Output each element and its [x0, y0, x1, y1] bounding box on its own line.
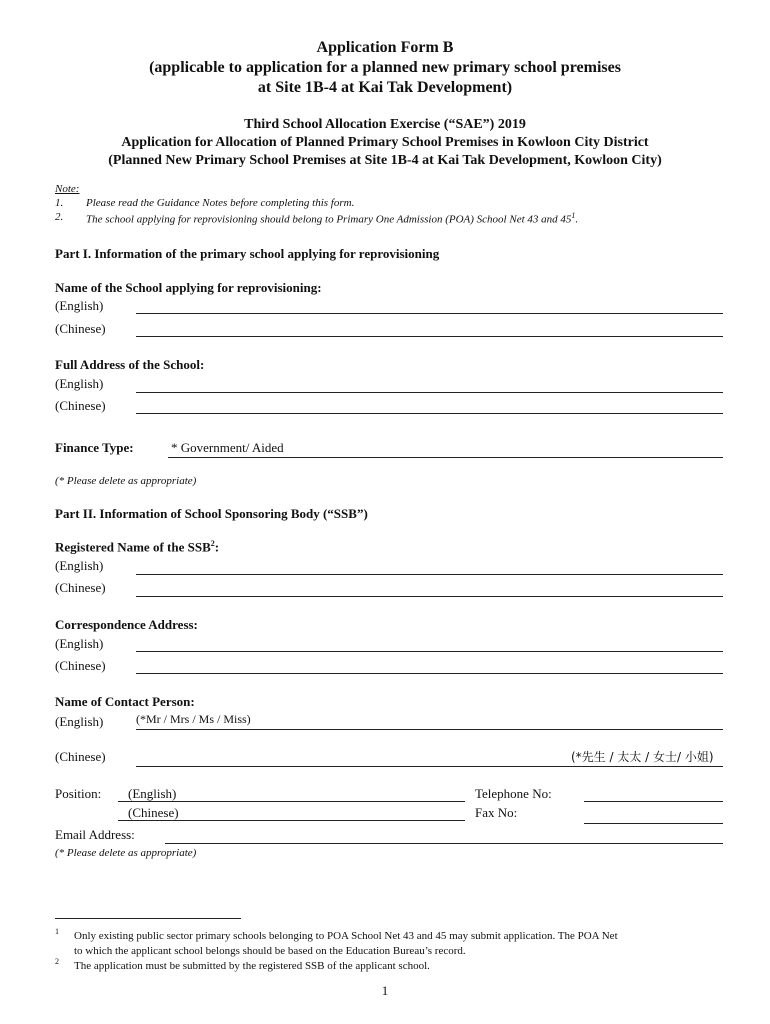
contact-person-label: Name of Contact Person:	[55, 694, 195, 709]
part1-heading: Part I. Information of the primary school applying for reprovisioning	[55, 246, 440, 261]
form-title	[0, 38, 770, 98]
footnote-1-num: 1	[55, 927, 59, 936]
finance-type-field[interactable]	[168, 457, 723, 458]
note-1-num: 1.	[55, 197, 64, 209]
telephone-label: Telephone No:	[475, 786, 552, 801]
footnote-1-line1: Only existing public sector primary schools belonging to POA School Net 43 and 45 may submit application. The POA Net	[74, 930, 618, 942]
school-name-label: Name of the School applying for reprovisioning:	[55, 280, 322, 295]
ssb-name-chinese-field[interactable]	[136, 596, 723, 597]
title-line-2: (applicable to application for a planned new primary school premises	[149, 59, 621, 76]
part1-delete-note: (* Please delete as appropriate)	[55, 475, 197, 487]
footnote-2-line1: The application must be submitted by the registered SSB of the applicant school.	[74, 960, 430, 972]
school-name-chinese-label: (Chinese)	[55, 321, 106, 336]
form-subtitle	[0, 116, 770, 170]
telephone-field[interactable]	[584, 801, 723, 802]
corr-address-chinese-field[interactable]	[136, 673, 723, 674]
school-address-english-field[interactable]	[136, 392, 723, 393]
position-chinese-field[interactable]	[118, 820, 465, 821]
email-label: Email Address:	[55, 827, 135, 842]
title-line-1: Application Form B	[316, 39, 454, 56]
fax-field[interactable]	[584, 823, 723, 824]
note-2	[86, 211, 578, 226]
footnote-1-line2: to which the applicant school belongs should be based on the Education Bureau’s record.	[74, 945, 466, 957]
school-name-english-label: (English)	[55, 298, 104, 313]
finance-type-label: Finance Type:	[55, 440, 134, 455]
page-number: 1	[381, 983, 389, 998]
position-english-field[interactable]	[118, 801, 465, 802]
ssb-name-colon: :	[214, 539, 220, 555]
contact-title-en[interactable]: (*Mr / Mrs / Ms / Miss)	[136, 712, 251, 726]
part2-heading: Part II. Information of School Sponsoring Body (“SSB”)	[55, 506, 368, 521]
finance-type-value[interactable]: * Government/ Aided	[171, 440, 284, 455]
contact-title-zh[interactable]: (*先生 / 太太 / 女士/ 小姐)	[571, 750, 714, 764]
ssb-name-sup: 2	[210, 539, 215, 548]
subtitle-line-3: (Planned New Primary School Premises at Site 1B-4 at Kai Tak Development, Kowloon City)	[108, 153, 662, 168]
school-address-label: Full Address of the School:	[55, 357, 205, 372]
contact-english-field[interactable]	[136, 729, 723, 730]
note-2-text: The school applying for reprovisioning should belong to Primary One Admission (POA) School Net 43 and 45	[86, 213, 572, 226]
note-2-num: 2.	[55, 211, 64, 223]
corr-address-english-label: (English)	[55, 636, 104, 651]
corr-address-english-field[interactable]	[136, 651, 723, 652]
school-name-english-field[interactable]	[136, 313, 723, 314]
position-chinese-label: (Chinese)	[128, 805, 179, 820]
school-address-chinese-field[interactable]	[136, 413, 723, 414]
ssb-name-english-label: (English)	[55, 558, 104, 573]
ssb-name-english-field[interactable]	[136, 574, 723, 575]
title-line-3: at Site 1B-4 at Kai Tak Development)	[257, 79, 513, 96]
ssb-name-label	[55, 539, 219, 555]
note-1-text: Please read the Guidance Notes before completing this form.	[86, 197, 355, 209]
school-address-english-label: (English)	[55, 376, 104, 391]
subtitle-line-1: Third School Allocation Exercise (“SAE”) 2019	[244, 117, 526, 132]
ssb-name-text: Registered Name of the SSB	[55, 539, 211, 555]
contact-english-label: (English)	[55, 714, 104, 729]
corr-address-chinese-label: (Chinese)	[55, 658, 106, 673]
position-label: Position:	[55, 786, 102, 801]
note-2-sup: 1	[571, 211, 576, 220]
footnote-2-num: 2	[55, 957, 59, 966]
note-heading: Note:	[55, 183, 80, 195]
note-2-end: .	[575, 213, 579, 226]
email-field[interactable]	[165, 843, 723, 844]
school-address-chinese-label: (Chinese)	[55, 398, 106, 413]
footnote-separator	[55, 918, 241, 919]
subtitle-line-2: Application for Allocation of Planned Primary School Premises in Kowloon City District	[121, 135, 649, 150]
corr-address-label: Correspondence Address:	[55, 617, 198, 632]
ssb-name-chinese-label: (Chinese)	[55, 580, 106, 595]
contact-chinese-label: (Chinese)	[55, 749, 106, 764]
position-english-label: (English)	[128, 786, 177, 801]
school-name-chinese-field[interactable]	[136, 336, 723, 337]
fax-label: Fax No:	[475, 805, 518, 820]
part2-delete-note: (* Please delete as appropriate)	[55, 847, 197, 859]
contact-chinese-field[interactable]	[136, 766, 723, 767]
